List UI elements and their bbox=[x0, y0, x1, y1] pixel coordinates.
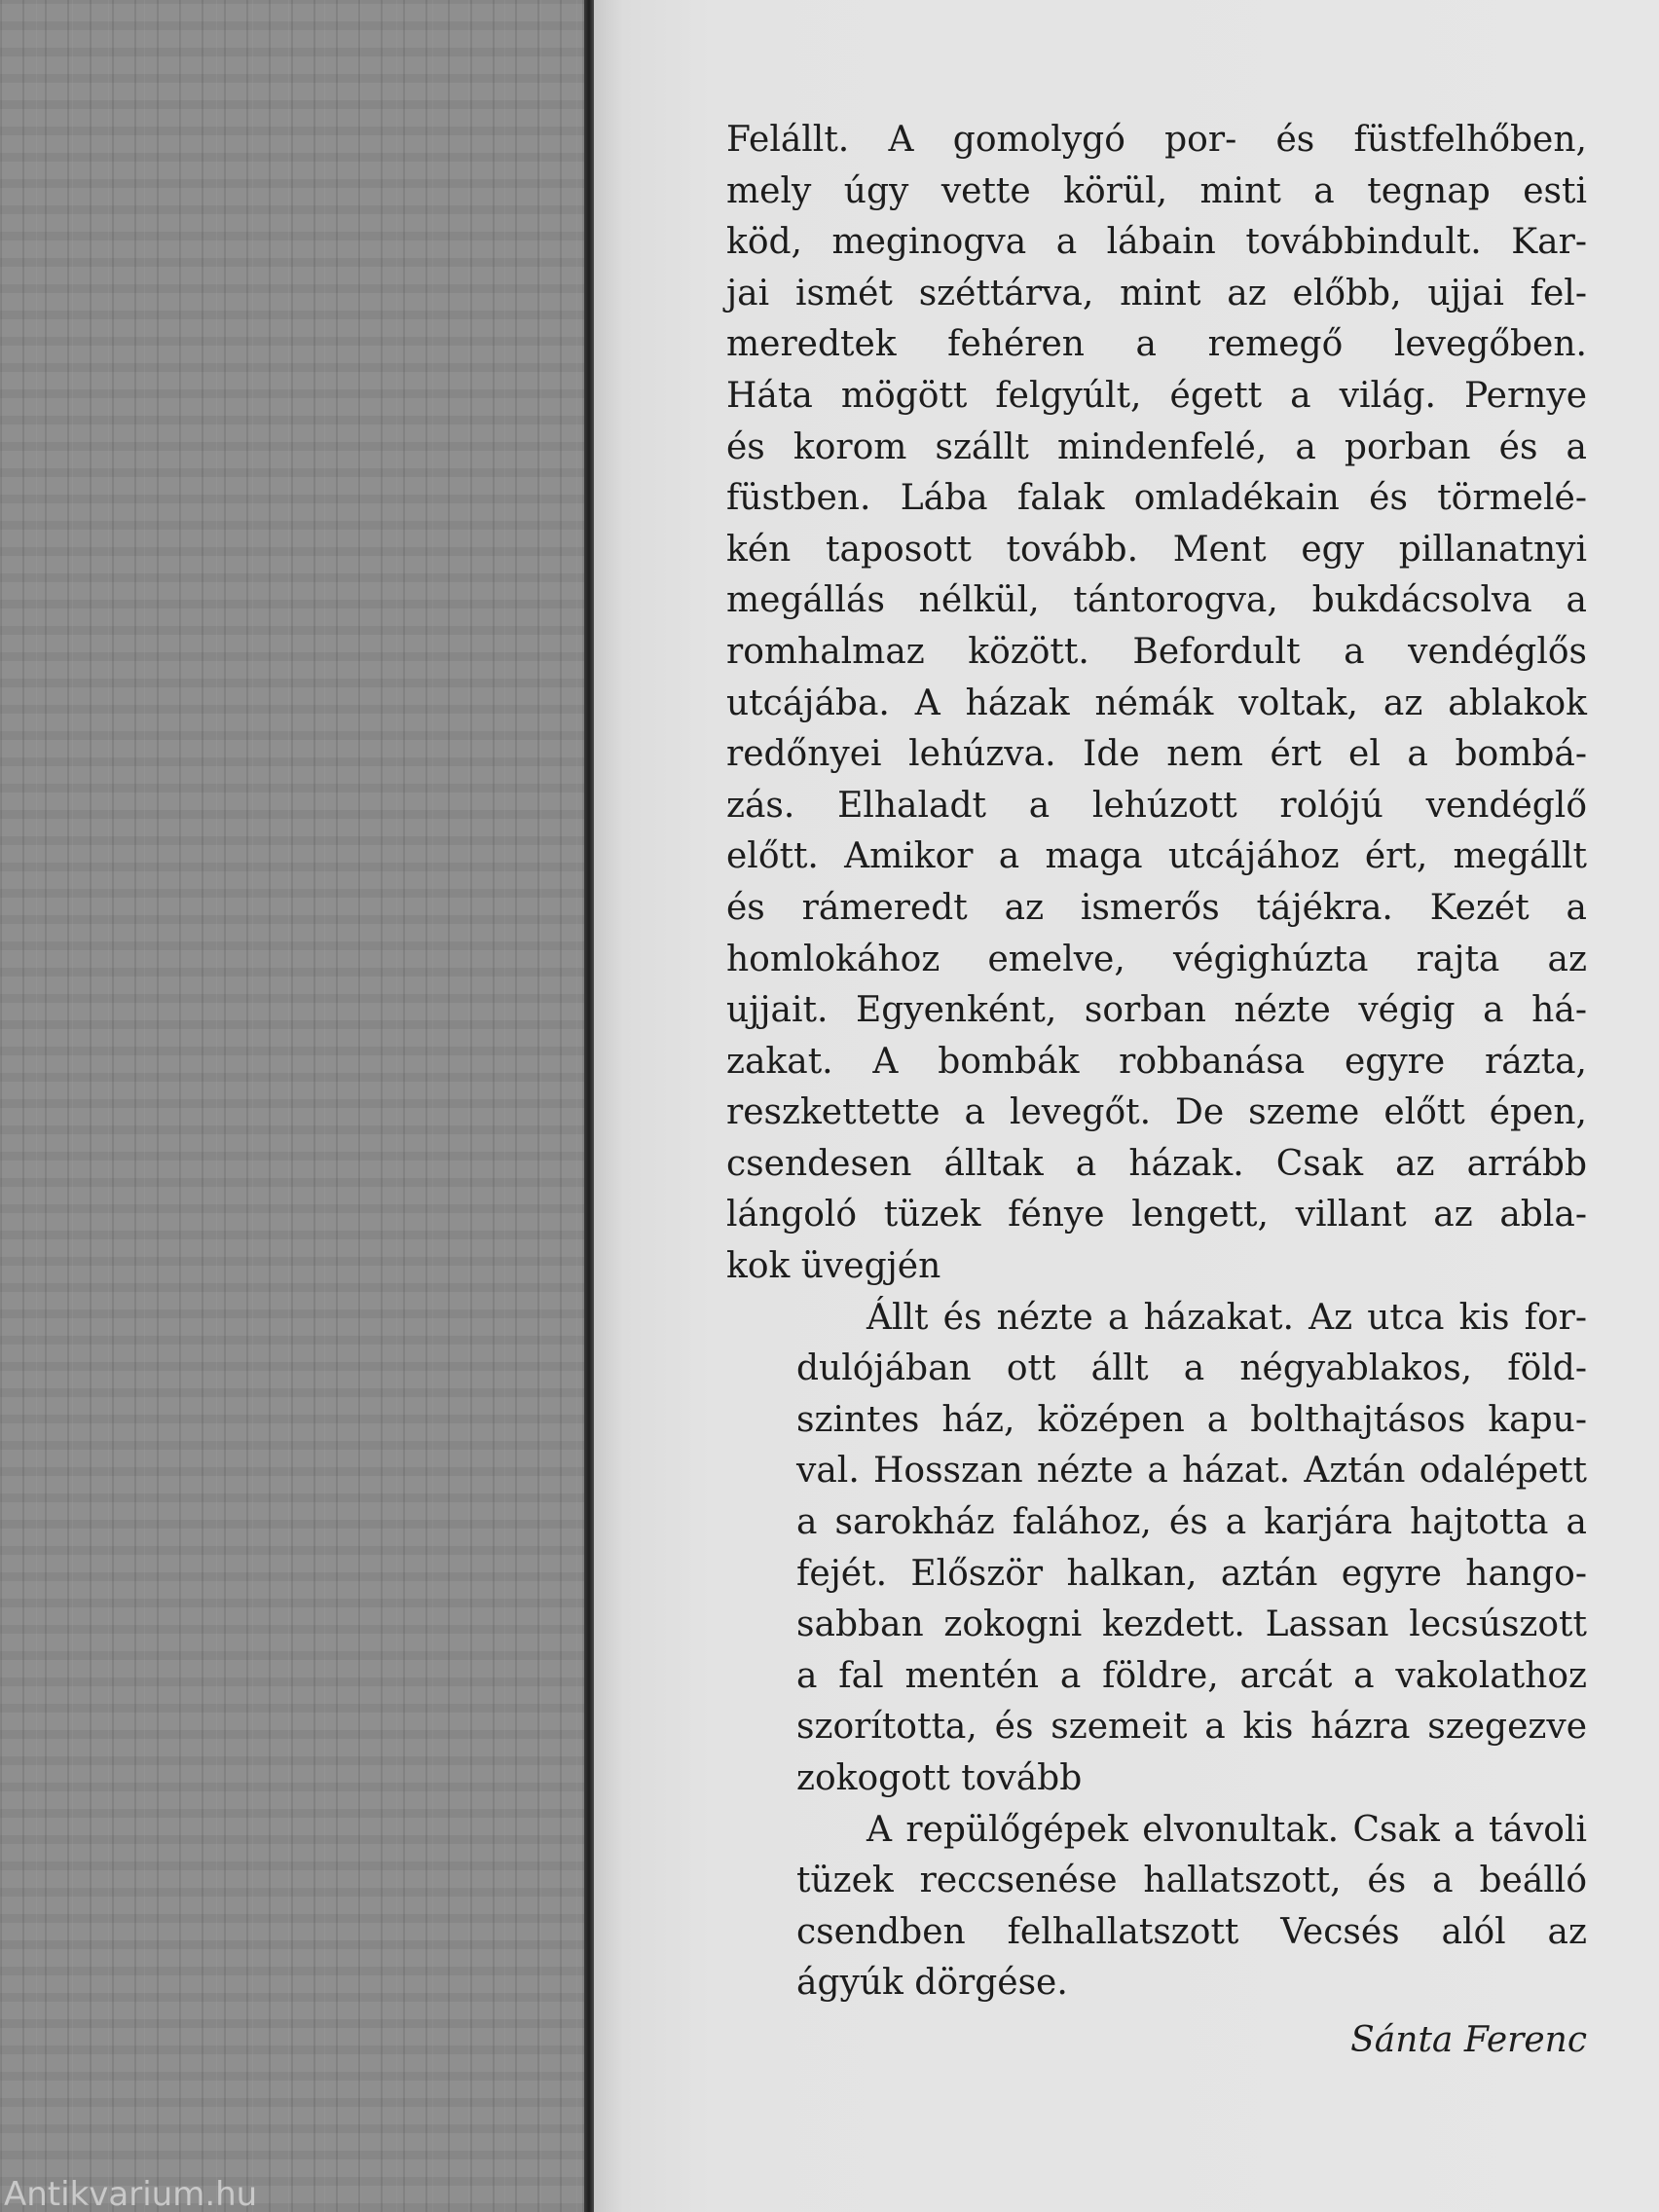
book-spine bbox=[584, 0, 594, 2212]
text-line: Háta mögött felgyúlt, égett a világ. Pernye bbox=[726, 375, 1587, 416]
text-line: a fal mentén a földre, arcát a vakolathoz bbox=[796, 1655, 1587, 1696]
paragraph-1 bbox=[726, 115, 1587, 1293]
text-line: Felállt. A gomolygó por- és füstfelhőben, bbox=[726, 120, 1587, 160]
text-line: előtt. Amikor a maga utcájához ért, megállt bbox=[726, 836, 1587, 877]
text-line: szintes ház, középen a bolthajtásos kapu- bbox=[796, 1399, 1587, 1440]
text-line: homlokához emelve, végighúzta rajta az bbox=[726, 939, 1587, 979]
text-line: utcájába. A házak némák voltak, az ablakok bbox=[726, 682, 1587, 723]
text-line: megállás nélkül, tántorogva, bukdácsolva a bbox=[726, 580, 1587, 621]
wood-grain-background bbox=[0, 0, 584, 2212]
text-line: zás. Elhaladt a lehúzott rolójú vendéglő bbox=[726, 785, 1587, 826]
text-line: ujjait. Egyenként, sorban nézte végig a há- bbox=[726, 990, 1587, 1031]
text-line: szorította, és szemeit a kis házra szegezve bbox=[796, 1707, 1587, 1748]
text-line: dulójában ott állt a négyablakos, föld- bbox=[796, 1348, 1587, 1389]
text-line: a sarokház falához, és a karjára hajtotta a bbox=[796, 1502, 1587, 1543]
paragraph-3 bbox=[726, 1805, 1587, 2009]
text-line: jai ismét széttárva, mint az előbb, ujjai fel- bbox=[726, 273, 1587, 313]
text-line: és rámeredt az ismerős tájékra. Kezét a bbox=[726, 887, 1587, 928]
book-page bbox=[594, 0, 1659, 2212]
text-line: csendesen álltak a házak. Csak az arrább bbox=[726, 1143, 1587, 1184]
text-line: kok üvegjén bbox=[726, 1246, 941, 1287]
text-line: zokogott tovább bbox=[796, 1758, 1083, 1798]
text-line: kén taposott tovább. Ment egy pillanatnyi bbox=[726, 529, 1587, 570]
text-line: ágyúk dörgése. bbox=[796, 1963, 1068, 2004]
text-line: val. Hosszan nézte a házat. Aztán odalépett bbox=[796, 1451, 1587, 1492]
text-line: reszkettette a levegőt. De szeme előtt épen, bbox=[726, 1092, 1587, 1133]
text-line: zakat. A bombák robbanása egyre rázta, bbox=[726, 1041, 1587, 1082]
text-line: fejét. Először halkan, aztán egyre hango- bbox=[796, 1553, 1587, 1594]
story-text bbox=[726, 115, 1587, 2067]
watermark-text: Antikvarium.hu bbox=[4, 2177, 258, 2212]
text-line: redőnyei lehúzva. Ide nem ért el a bombá- bbox=[726, 734, 1587, 775]
text-line: füstben. Lába falak omladékain és törmelé- bbox=[726, 478, 1587, 519]
author-signature: Sánta Ferenc bbox=[1350, 2019, 1587, 2060]
text-line: meredtek fehéren a remegő levegőben. bbox=[726, 324, 1587, 365]
text-line: A repülőgépek elvonultak. Csak a távoli bbox=[866, 1809, 1587, 1850]
text-line: Állt és nézte a házakat. Az utca kis for- bbox=[866, 1297, 1587, 1338]
text-line: romhalmaz között. Befordult a vendéglős bbox=[726, 631, 1587, 672]
text-line: és korom szállt mindenfelé, a porban és a bbox=[726, 426, 1587, 467]
text-line: mely úgy vette körül, mint a tegnap esti bbox=[726, 170, 1587, 211]
text-line: sabban zokogni kezdett. Lassan lecsúszott bbox=[796, 1604, 1587, 1645]
text-line: köd, meginogva a lábain továbbindult. Kar- bbox=[726, 222, 1587, 263]
text-line: tüzek reccsenése hallatszott, és a beálló bbox=[796, 1861, 1587, 1901]
text-line: lángoló tüzek fénye lengett, villant az abla- bbox=[726, 1195, 1587, 1235]
text-line: csendben felhallatszott Vecsés alól az bbox=[796, 1911, 1587, 1952]
paragraph-2 bbox=[726, 1293, 1587, 1805]
